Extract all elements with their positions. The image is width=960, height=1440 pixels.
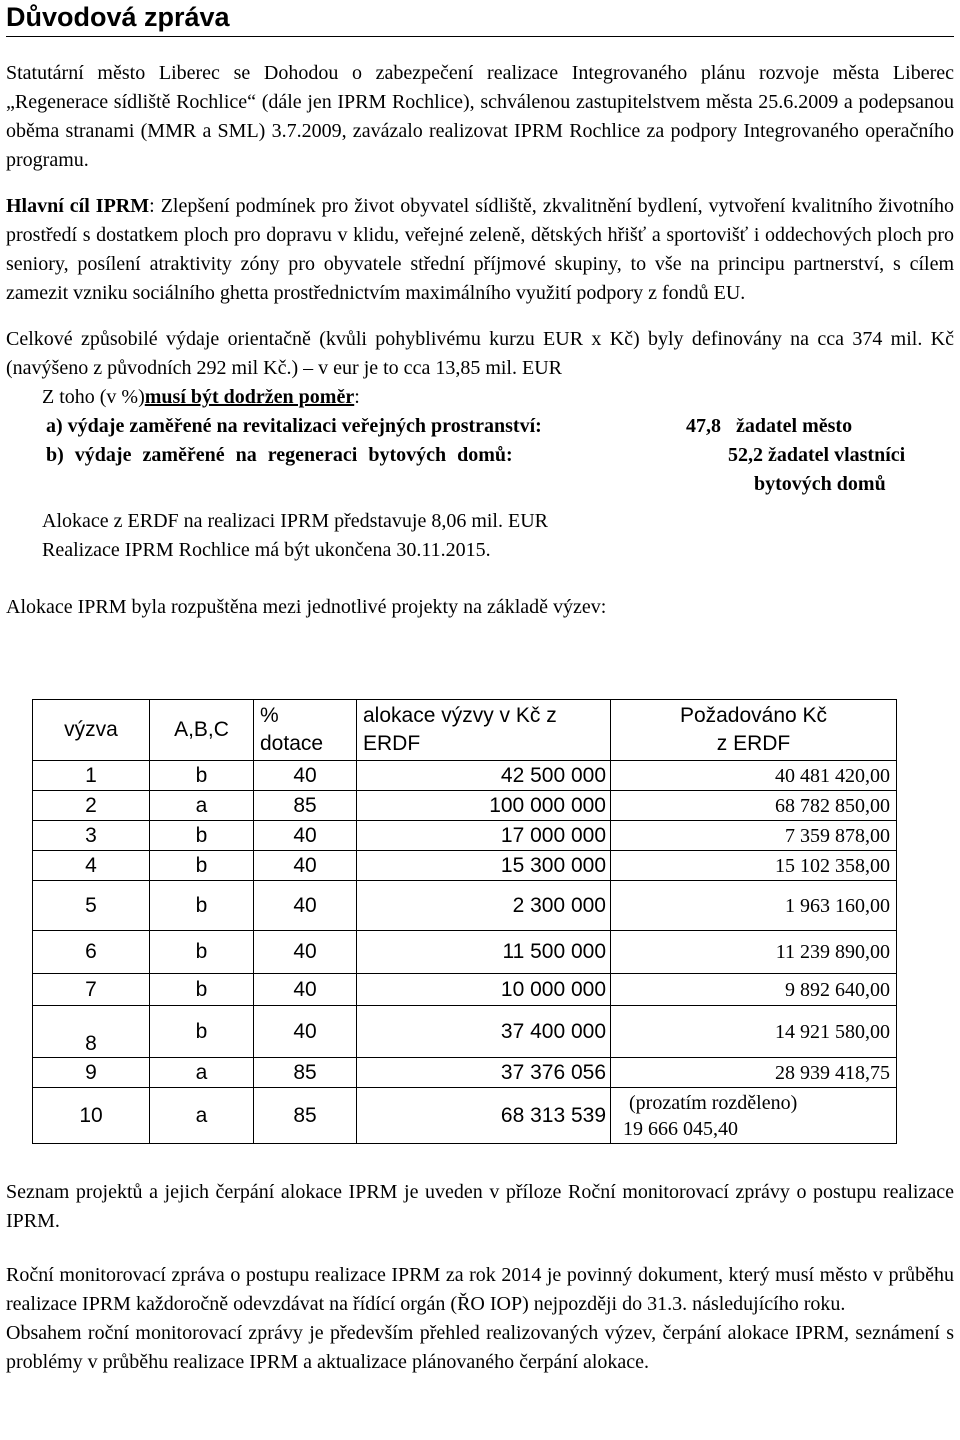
cell-dotace: 40: [254, 761, 357, 791]
ratio-row-a: [46, 412, 954, 441]
table-row: [33, 931, 897, 974]
header-pozadovano: [611, 700, 897, 761]
cell-abc: b: [150, 881, 254, 931]
cell-vyzva: 6: [33, 931, 150, 974]
end-date-line: Realizace IPRM Rochlice má být ukončena 30.11.2015.: [42, 539, 491, 561]
table-row: [33, 881, 897, 931]
ratio-b-value-2: bytových domů: [754, 473, 886, 495]
table-row: [33, 791, 897, 821]
cell-vyzva: 5: [33, 881, 150, 931]
cell-alokace: 37 400 000: [357, 1006, 611, 1058]
cell-vyzva: 4: [33, 851, 150, 881]
cell-abc: b: [150, 761, 254, 791]
ratio-a-value: 47,8 žadatel město: [686, 415, 853, 437]
cell-dotace: 40: [254, 974, 357, 1006]
header-dotace-1: %: [260, 704, 279, 727]
header-vyzva: výzva: [33, 700, 150, 761]
cell-pozadovano: 11 239 890,00: [611, 931, 897, 974]
cell-dotace: 40: [254, 931, 357, 974]
cell-pozadovano: 7 359 878,00: [611, 821, 897, 851]
cell-pozadovano: [611, 1088, 897, 1144]
ratio-row-b: [46, 441, 954, 470]
table-row: [33, 974, 897, 1006]
cell-dotace: 85: [254, 1088, 357, 1144]
cell-alokace: 17 000 000: [357, 821, 611, 851]
closing-section: [6, 1178, 954, 1377]
cell-alokace: 11 500 000: [357, 931, 611, 974]
goal-label: Hlavní cíl IPRM: [6, 195, 150, 217]
goal-text: : Zlepšení podmínek pro život obyvatel sídliště, zkvalitnění bydlení, vytvoření kvalitního životního prostředí s dostatkem ploch pro dopravu v klidu, veřejné zeleně, dětských hřišť a sportovišť i oddechových ploch pro seniory, posílení atraktivity zóny pro obyvatele střední příjmové skupiny, to vše na principu partnerství, s cílem zamezit vzniku sociálního ghetta prostřednictvím maximálního využití podpory z fondů EU.: [6, 195, 955, 304]
table-row: [33, 761, 897, 791]
page-title: Důvodová zpráva: [6, 0, 954, 37]
ratio-intro: [42, 383, 954, 412]
table-row: [33, 1058, 897, 1088]
ratio-intro-colon: :: [354, 386, 360, 408]
table-row: [33, 1088, 897, 1144]
header-dotace-2: dotace: [260, 732, 324, 755]
cell-vyzva: 8: [33, 1006, 150, 1058]
table-row: [33, 1006, 897, 1058]
cell-pozadovano: 40 481 420,00: [611, 761, 897, 791]
table-header-row: [33, 700, 897, 761]
cell-alokace: 68 313 539: [357, 1088, 611, 1144]
ratio-row-b-cont: [6, 470, 954, 499]
table-row: [33, 851, 897, 881]
closing-paragraph-2: Roční monitorovací zpráva o postupu realizace IPRM za rok 2014 je povinný dokument, který musí město v průběhu realizace IPRM každoročně odevzdávat na řídící orgán (ŘO IOP) nejpozději do 31.3. následujícího roku.: [6, 1264, 954, 1315]
cell-dotace: 40: [254, 1006, 357, 1058]
header-alokace: [357, 700, 611, 761]
header-dotace: [254, 700, 357, 761]
cell-pozadovano: 15 102 358,00: [611, 851, 897, 881]
header-alokace-1: alokace výzvy v Kč z: [363, 704, 557, 727]
cell-abc: b: [150, 931, 254, 974]
document-page: [6, 0, 954, 622]
cell-abc: b: [150, 1006, 254, 1058]
allocation-table: [32, 699, 897, 1144]
ratio-b-value: 52,2 žadatel vlastníci: [728, 444, 906, 466]
ratio-a-label: a) výdaje zaměřené na revitalizaci veřejných prostranství:: [46, 415, 542, 437]
header-abc: A,B,C: [150, 700, 254, 761]
ratio-intro-prefix: Z toho (v %): [42, 386, 145, 408]
cell-vyzva: 10: [33, 1088, 150, 1144]
cell-pozadovano: 68 782 850,00: [611, 791, 897, 821]
cell-abc: a: [150, 791, 254, 821]
cell-dotace: 85: [254, 1058, 357, 1088]
cell-vyzva: 1: [33, 761, 150, 791]
cell-alokace: 37 376 056: [357, 1058, 611, 1088]
cell-pozadovano-value: 19 666 045,40: [623, 1117, 738, 1140]
header-pozadovano-2: z ERDF: [716, 732, 791, 755]
allocation-line: Alokace z ERDF na realizaci IPRM představuje 8,06 mil. EUR: [42, 510, 548, 532]
header-alokace-2: ERDF: [363, 732, 421, 755]
cell-abc: b: [150, 851, 254, 881]
closing-paragraph-3: Obsahem roční monitorovací zprávy je především přehled realizovaných výzev, čerpání alokace IPRM, seznámení s problémy v průběhu realizace IPRM a aktualizace plánovaného čerpání alokace.: [6, 1322, 954, 1373]
ratio-b-label: b) výdaje zaměřené na regeneraci bytových domů:: [46, 444, 513, 466]
goal-paragraph: [6, 192, 954, 308]
cell-dotace: 40: [254, 881, 357, 931]
cell-vyzva: 7: [33, 974, 150, 1006]
cell-vyzva: 9: [33, 1058, 150, 1088]
cell-alokace: 2 300 000: [357, 881, 611, 931]
cell-pozadovano-note: (prozatím rozděleno): [629, 1091, 798, 1114]
cell-abc: a: [150, 1058, 254, 1088]
cell-pozadovano: 1 963 160,00: [611, 881, 897, 931]
cell-pozadovano: 28 939 418,75: [611, 1058, 897, 1088]
cell-dotace: 40: [254, 821, 357, 851]
cell-abc: b: [150, 821, 254, 851]
cell-dotace: 85: [254, 791, 357, 821]
cell-alokace: 42 500 000: [357, 761, 611, 791]
cell-abc: a: [150, 1088, 254, 1144]
table-row: [33, 821, 897, 851]
cell-abc: b: [150, 974, 254, 1006]
cell-dotace: 40: [254, 851, 357, 881]
intro-paragraph: Statutární město Liberec se Dohodou o zabezpečení realizace Integrovaného plánu rozvoje města Liberec „Regenerace sídliště Rochlice“ (dále jen IPRM Rochlice), schválenou zastupitelstvem města 25.6.2009 a podepsanou oběma stranami (MMR a SML) 3.7.2009, zavázalo realizovat IPRM Rochlice za podpory Integrovaného operačního programu.: [6, 62, 954, 171]
cell-pozadovano: 9 892 640,00: [611, 974, 897, 1006]
costs-paragraph: Celkové způsobilé výdaje orientačně (kvůli pohyblivému kurzu EUR x Kč) byly definovány na cca 374 mil. Kč (navýšeno z původních 292 mil Kč.) – v eur je to cca 13,85 mil. EUR: [6, 328, 954, 379]
closing-paragraph-1: Seznam projektů a jejich čerpání alokace IPRM je uveden v příloze Roční monitorovací zprávy o postupu realizace IPRM.: [6, 1181, 954, 1232]
cell-alokace: 10 000 000: [357, 974, 611, 1006]
cell-alokace: 15 300 000: [357, 851, 611, 881]
cell-pozadovano: 14 921 580,00: [611, 1006, 897, 1058]
cell-alokace: 100 000 000: [357, 791, 611, 821]
cell-vyzva: 2: [33, 791, 150, 821]
ratio-intro-bold: musí být dodržen poměr: [144, 386, 355, 408]
table-intro: Alokace IPRM byla rozpuštěna mezi jednotlivé projekty na základě výzev:: [6, 596, 607, 618]
cell-vyzva: 3: [33, 821, 150, 851]
header-pozadovano-1: Požadováno Kč: [679, 704, 828, 727]
